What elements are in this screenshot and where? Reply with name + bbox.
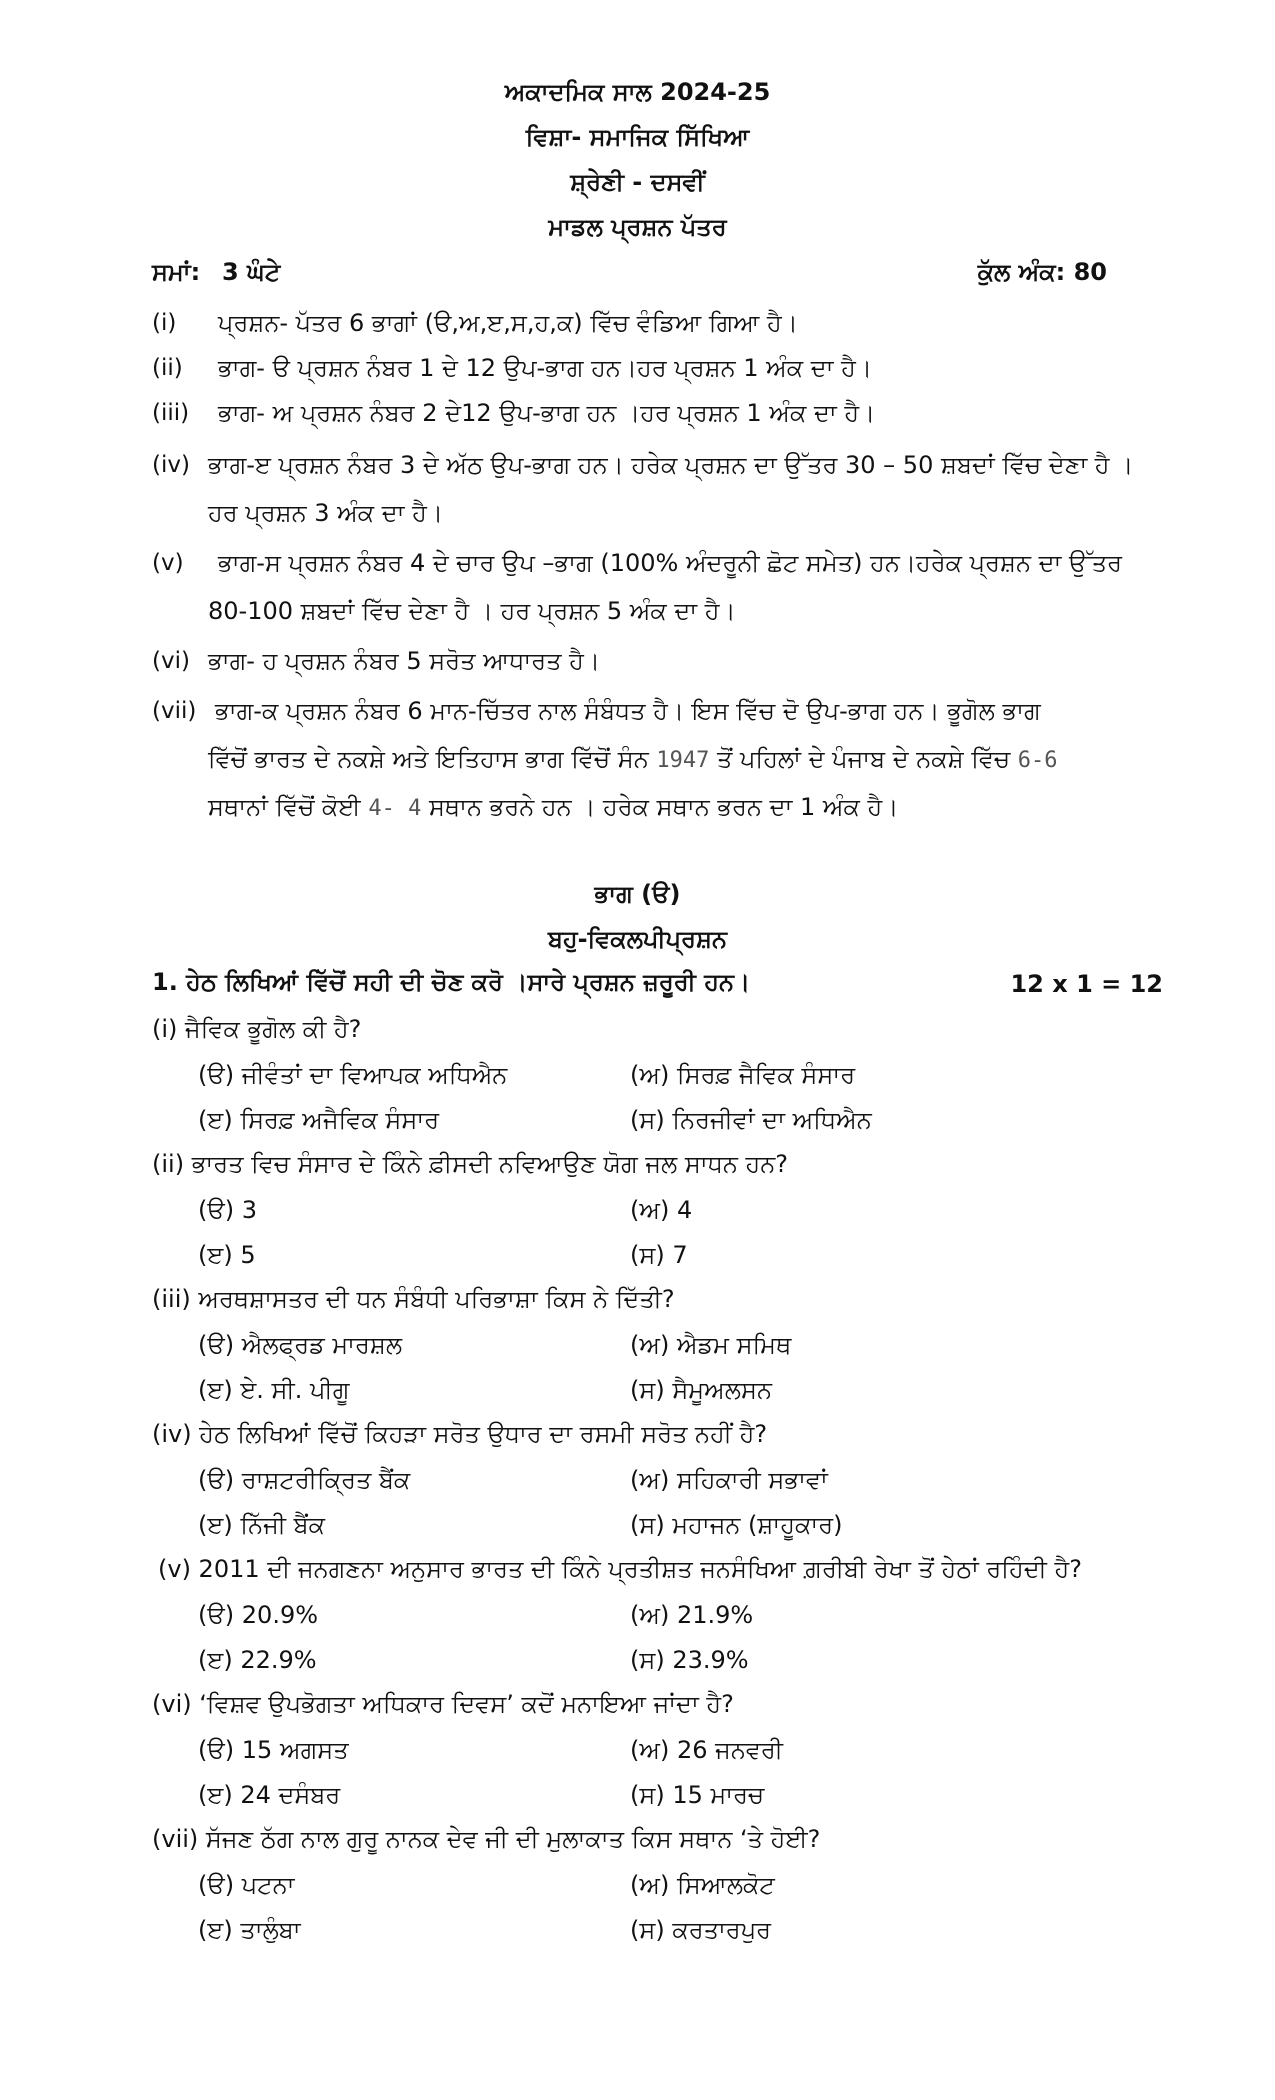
option-d: (ਸ) 15 ਮਾਰਚ [630, 1781, 765, 1809]
option-d: (ਸ) ਕਰਤਾਰਪੁਰ [630, 1916, 772, 1944]
instruction-number: (vi) [152, 648, 190, 674]
instruction-number: (iii) [152, 400, 190, 426]
instruction-number: (iv) [152, 452, 190, 478]
count-number: 6-6 [1017, 748, 1058, 773]
option-c: (ੲ) ਤਾਲੁੰਬਾ [198, 1916, 301, 1944]
option-a: (ੳ) 15 ਅਗਸਤ [198, 1736, 349, 1764]
option-a: (ੳ) ਪਟਨਾ [198, 1871, 295, 1899]
option-b: (ਅ) 4 [630, 1196, 693, 1224]
instruction-text-part: ਸਥਾਨ ਭਰਨੇ ਹਨ । ਹਰੇਕ ਸਥਾਨ ਭਰਨ ਦਾ 1 ਅੰਕ ਹੈ। [428, 793, 899, 821]
time-label: ਸਮਾਂ: [152, 258, 201, 286]
section-subtitle: ਬਹੁ-ਵਿਕਲਪੀਪ੍ਰਸ਼ਨ [547, 925, 728, 953]
question-text: (i) ਜੈਵਿਕ ਭੂਗੋਲ ਕੀ ਹੈ? [152, 1015, 362, 1043]
instruction-text-part: ਸਥਾਨਾਂ ਵਿੱਚੋਂ ਕੋਈ [208, 793, 361, 821]
count-number: 4- 4 [368, 796, 422, 821]
option-c: (ੲ) 22.9% [198, 1646, 317, 1674]
option-d: (ਸ) ਮਹਾਜਨ (ਸ਼ਾਹੂਕਾਰ) [630, 1511, 843, 1539]
option-d: (ਸ) ਨਿਰਜੀਵਾਂ ਦਾ ਅਧਿਐਨ [630, 1106, 872, 1134]
option-b: (ਅ) ਸਿਆਲਕੋਟ [630, 1871, 775, 1899]
instruction-number: (vii) [152, 698, 197, 724]
main-question: 1. ਹੇਠ ਲਿਖਿਆਂ ਵਿੱਚੋਂ ਸਹੀ ਦੀ ਚੋਣ ਕਰੋ ।ਸਾਰੇ ਪ੍ਰਸ਼ਨ ਜ਼ਰੂਰੀ ਹਨ। [152, 968, 751, 996]
instruction-text: ਭਾਗ- ੳ ਪ੍ਰਸ਼ਨ ਨੰਬਰ 1 ਦੇ 12 ਉਪ-ਭਾਗ ਹਨ।ਹਰ ਪ੍ਰਸ਼ਨ 1 ਅੰਕ ਦਾ ਹੈ। [218, 354, 873, 382]
instruction-number: (i) [152, 310, 177, 336]
instruction-text: ਭਾਗ-ਸ ਪ੍ਰਸ਼ਨ ਨੰਬਰ 4 ਦੇ ਚਾਰ ਉਪ –ਭਾਗ (100% ਅੰਦਰੂਨੀ ਛੋਟ ਸਮੇਤ) ਹਨ।ਹਰੇਕ ਪ੍ਰਸ਼ਨ ਦਾ ਉੱਤਰ [218, 549, 1122, 577]
question-text: (vii) ਸੱਜਣ ਠੱਗ ਨਾਲ ਗੁਰੂ ਨਾਨਕ ਦੇਵ ਜੀ ਦੀ ਮੁਲਾਕਾਤ ਕਿਸ ਸਥਾਨ ‘ਤੇ ਹੋਈ? [152, 1825, 821, 1853]
instruction-text [208, 745, 1058, 773]
option-b: (ਅ) ਸਿਰਫ਼ ਜੈਵਿਕ ਸੰਸਾਰ [630, 1061, 856, 1089]
option-c: (ੲ) ਨਿੱਜੀ ਬੈਂਕ [198, 1511, 325, 1539]
option-d: (ਸ) 7 [630, 1241, 688, 1269]
paper-title: ਮਾਡਲ ਪ੍ਰਸ਼ਨ ਪੱਤਰ [548, 213, 727, 241]
question-text: (v) 2011 ਦੀ ਜਨਗਣਨਾ ਅਨੁਸਾਰ ਭਾਰਤ ਦੀ ਕਿੰਨੇ ਪ੍ਰਤੀਸ਼ਤ ਜਨਸੰਖਿਆ ਗ਼ਰੀਬੀ ਰੇਖਾ ਤੋਂ ਹੇਠਾਂ ਰਹਿੰਦੀ ਹੈ? [158, 1555, 1082, 1583]
section-title: ਭਾਗ (ੳ) [594, 880, 681, 908]
instruction-text-part: ਤੋਂ ਪਹਿਲਾਂ ਦੇ ਪੰਜਾਬ ਦੇ ਨਕਸ਼ੇ ਵਿੱਚ [717, 745, 1011, 773]
instruction-text: 80-100 ਸ਼ਬਦਾਂ ਵਿੱਚ ਦੇਣਾ ਹੈ । ਹਰ ਪ੍ਰਸ਼ਨ 5 ਅੰਕ ਦਾ ਹੈ। [208, 597, 736, 625]
question-text: (vi) ‘ਵਿਸ਼ਵ ਉਪਭੋਗਤਾ ਅਧਿਕਾਰ ਦਿਵਸ’ ਕਦੋਂ ਮਨਾਇਆ ਜਾਂਦਾ ਹੈ? [152, 1690, 734, 1718]
year-number: 1947 [656, 748, 710, 773]
question-text: (ii) ਭਾਰਤ ਵਿਚ ਸੰਸਾਰ ਦੇ ਕਿੰਨੇ ਫ਼ੀਸਦੀ ਨਵਿਆਉਣ ਯੋਗ ਜਲ ਸਾਧਨ ਹਨ? [152, 1150, 788, 1178]
option-c: (ੲ) 5 [198, 1241, 256, 1269]
instruction-text: ਪ੍ਰਸ਼ਨ- ਪੱਤਰ 6 ਭਾਗਾਂ (ੳ,ਅ,ੲ,ਸ,ਹ,ਕ) ਵਿੱਚ ਵੰਡਿਆ ਗਿਆ ਹੈ। [218, 309, 798, 337]
option-c: (ੲ) ਸਿਰਫ਼ ਅਜੈਵਿਕ ਸੰਸਾਰ [198, 1106, 440, 1134]
instruction-text-part: ਵਿੱਚੋਂ ਭਾਰਤ ਦੇ ਨਕਸ਼ੇ ਅਤੇ ਇਤਿਹਾਸ ਭਾਗ ਵਿੱਚੋਂ ਸੰਨ [208, 745, 649, 773]
academic-year: ਅਕਾਦਮਿਕ ਸਾਲ 2024-25 [504, 78, 771, 106]
option-c: (ੲ) ਏ. ਸੀ. ਪੀਗੂ [198, 1376, 350, 1404]
subject-title: ਵਿਸ਼ਾ- ਸਮਾਜਿਕ ਸਿੱਖਿਆ [525, 123, 750, 151]
option-a: (ੳ) ਜੀਵੰਤਾਂ ਦਾ ਵਿਆਪਕ ਅਧਿਐਨ [198, 1061, 508, 1089]
instruction-number: (ii) [152, 355, 183, 381]
instruction-text: ਭਾਗ-ੲ ਪ੍ਰਸ਼ਨ ਨੰਬਰ 3 ਦੇ ਅੱਠ ਉਪ-ਭਾਗ ਹਨ। ਹਰੇਕ ਪ੍ਰਸ਼ਨ ਦਾ ਉੱਤਰ 30 – 50 ਸ਼ਬਦਾਂ ਵਿੱਚ ਦੇਣਾ ਹੈ । [208, 451, 1134, 479]
marks-formula: 12 x 1 = 12 [1010, 970, 1163, 998]
option-d: (ਸ) ਸੈਮੂਅਲਸਨ [630, 1376, 772, 1404]
instruction-text: ਭਾਗ- ਅ ਪ੍ਰਸ਼ਨ ਨੰਬਰ 2 ਦੇ12 ਉਪ-ਭਾਗ ਹਨ ।ਹਰ ਪ੍ਰਸ਼ਨ 1 ਅੰਕ ਦਾ ਹੈ। [218, 399, 876, 427]
instruction-text: ਭਾਗ-ਕ ਪ੍ਰਸ਼ਨ ਨੰਬਰ 6 ਮਾਨ-ਚਿੱਤਰ ਨਾਲ ਸੰਬੰਧਤ ਹੈ। ਇਸ ਵਿੱਚ ਦੋ ਉਪ-ਭਾਗ ਹਨ। ਭੂਗੋਲ ਭਾਗ [215, 697, 1041, 725]
option-a: (ੳ) ਐਲਫ੍ਰਡ ਮਾਰਸ਼ਲ [198, 1331, 403, 1359]
option-a: (ੳ) ਰਾਸ਼ਟਰੀਕ੍ਰਿਤ ਬੈਂਕ [198, 1466, 411, 1494]
option-b: (ਅ) 21.9% [630, 1601, 754, 1629]
option-b: (ਅ) ਸਹਿਕਾਰੀ ਸਭਾਵਾਂ [630, 1466, 828, 1494]
total-marks: ਕੁੱਲ ਅੰਕ: 80 [977, 258, 1107, 286]
option-b: (ਅ) ਐਡਮ ਸਮਿਥ [630, 1331, 792, 1359]
option-b: (ਅ) 26 ਜਨਵਰੀ [630, 1736, 783, 1764]
option-d: (ਸ) 23.9% [630, 1646, 749, 1674]
instruction-number: (v) [152, 550, 184, 576]
time-value: 3 ਘੰਟੇ [222, 258, 281, 286]
question-text: (iii) ਅਰਥਸ਼ਾਸਤਰ ਦੀ ਧਨ ਸੰਬੰਧੀ ਪਰਿਭਾਸ਼ਾ ਕਿਸ ਨੇ ਦਿੱਤੀ? [152, 1285, 675, 1313]
option-a: (ੳ) 3 [198, 1196, 258, 1224]
instruction-text: ਭਾਗ- ਹ ਪ੍ਰਸ਼ਨ ਨੰਬਰ 5 ਸਰੋਤ ਆਧਾਰਤ ਹੈ। [208, 647, 601, 675]
question-text: (iv) ਹੇਠ ਲਿਖਿਆਂ ਵਿੱਚੋਂ ਕਿਹੜਾ ਸਰੋਤ ਉਧਾਰ ਦਾ ਰਸਮੀ ਸਰੋਤ ਨਹੀਂ ਹੈ? [152, 1420, 768, 1448]
option-a: (ੳ) 20.9% [198, 1601, 319, 1629]
class-title: ਸ਼੍ਰੇਣੀ - ਦਸਵੀਂ [570, 168, 705, 196]
instruction-text [208, 793, 898, 821]
option-c: (ੲ) 24 ਦਸੰਬਰ [198, 1781, 341, 1809]
instruction-text: ਹਰ ਪ੍ਰਸ਼ਨ 3 ਅੰਕ ਦਾ ਹੈ। [208, 499, 444, 527]
